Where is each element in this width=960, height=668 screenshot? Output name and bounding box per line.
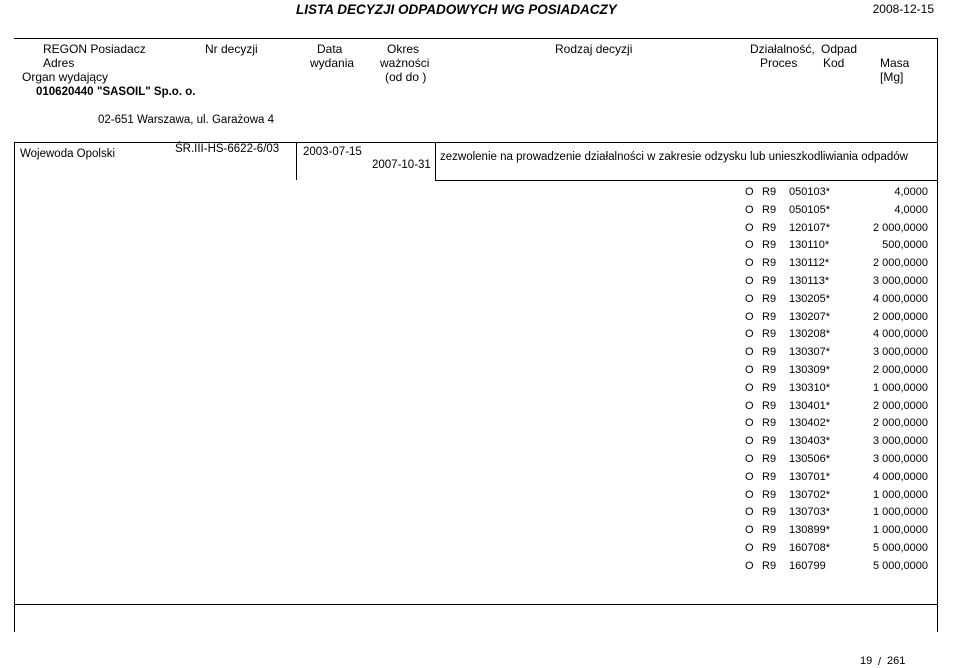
operation-flag: O bbox=[745, 559, 754, 572]
col-kod-header: Kod bbox=[823, 56, 845, 70]
col-data-header: Data bbox=[317, 42, 343, 56]
process-code: R9 bbox=[762, 435, 777, 448]
col-waznosci-header: ważności bbox=[380, 56, 430, 70]
waste-mass: 2 000,0000 bbox=[872, 221, 928, 234]
process-code: R9 bbox=[762, 541, 777, 554]
process-code: R9 bbox=[762, 399, 777, 412]
decision-right-rule bbox=[937, 142, 938, 632]
list-item bbox=[742, 382, 932, 400]
operation-flag: O bbox=[745, 435, 754, 448]
process-code: R9 bbox=[762, 257, 777, 270]
decision-organ: Wojewoda Opolski bbox=[20, 148, 116, 160]
operation-flag: O bbox=[745, 310, 754, 323]
waste-mass: 3 000,0000 bbox=[872, 346, 928, 359]
decision-col-rule-1 bbox=[296, 142, 297, 180]
list-item bbox=[742, 239, 932, 257]
operation-flag: O bbox=[745, 203, 754, 216]
holder-name: "SASOIL" Sp.o. o. bbox=[97, 86, 196, 98]
waste-code: 130310* bbox=[789, 381, 830, 394]
waste-code: 120107* bbox=[789, 221, 830, 234]
waste-mass: 2 000,0000 bbox=[872, 310, 928, 323]
list-item bbox=[742, 524, 932, 542]
waste-code: 130703* bbox=[789, 506, 830, 519]
list-item bbox=[742, 560, 932, 578]
waste-mass: 4 000,0000 bbox=[872, 470, 928, 483]
col-oddo-header: (od do ) bbox=[385, 70, 427, 84]
waste-code: 130403* bbox=[789, 435, 830, 448]
page-total: 261 bbox=[887, 655, 906, 667]
process-code: R9 bbox=[762, 239, 777, 252]
operation-flag: O bbox=[745, 292, 754, 305]
operation-flag: O bbox=[745, 506, 754, 519]
waste-code: 130401* bbox=[789, 399, 830, 412]
page-number: 19 bbox=[860, 655, 873, 667]
process-code: R9 bbox=[762, 274, 777, 287]
list-item bbox=[742, 364, 932, 382]
process-code: R9 bbox=[762, 221, 777, 234]
col-nr-header: Nr decyzji bbox=[205, 42, 258, 56]
decision-valid-until: 2007-10-31 bbox=[372, 159, 431, 171]
col-proces-header: Proces bbox=[760, 56, 798, 70]
waste-code: 130701* bbox=[789, 470, 830, 483]
process-code: R9 bbox=[762, 363, 777, 376]
col-organ-header: Organ wydający bbox=[22, 70, 109, 84]
report-date: 2008-12-15 bbox=[872, 2, 934, 16]
list-item bbox=[742, 471, 932, 489]
waste-mass: 2 000,0000 bbox=[872, 399, 928, 412]
waste-mass: 2 000,0000 bbox=[872, 257, 928, 270]
waste-mass: 5 000,0000 bbox=[872, 559, 928, 572]
waste-code: 130112* bbox=[789, 257, 830, 270]
operation-flag: O bbox=[745, 221, 754, 234]
decision-mid-rule bbox=[435, 180, 938, 181]
list-item bbox=[742, 328, 932, 346]
waste-mass: 1 000,0000 bbox=[872, 488, 928, 501]
waste-code: 130702* bbox=[789, 488, 830, 501]
waste-mass: 4 000,0000 bbox=[872, 328, 928, 341]
list-item bbox=[742, 293, 932, 311]
process-code: R9 bbox=[762, 417, 777, 430]
operation-flag: O bbox=[745, 186, 754, 198]
waste-code: 130113* bbox=[789, 274, 830, 287]
page-title: LISTA DECYZJI ODPADOWYCH WG POSIADACZY bbox=[296, 2, 617, 17]
operation-flag: O bbox=[745, 328, 754, 341]
operation-flag: O bbox=[745, 381, 754, 394]
operation-flag: O bbox=[745, 541, 754, 554]
waste-mass: 3 000,0000 bbox=[872, 274, 928, 287]
process-code: R9 bbox=[762, 328, 777, 341]
decision-issue-date: 2003-07-15 bbox=[303, 146, 362, 158]
process-code: R9 bbox=[762, 310, 777, 323]
waste-code: 130899* bbox=[789, 524, 830, 537]
col-regon-header: REGON Posiadacz bbox=[43, 42, 146, 56]
waste-mass: 2 000,0000 bbox=[872, 417, 928, 430]
waste-mass: 5 000,0000 bbox=[872, 541, 928, 554]
waste-code: 160708* bbox=[789, 541, 830, 554]
operation-flag: O bbox=[745, 346, 754, 359]
waste-code: 130506* bbox=[789, 452, 830, 465]
decision-bottom-rule bbox=[14, 604, 938, 605]
waste-mass: 1 000,0000 bbox=[872, 524, 928, 537]
waste-code: 130309* bbox=[789, 363, 830, 376]
process-code: R9 bbox=[762, 186, 777, 198]
process-code: R9 bbox=[762, 381, 777, 394]
col-dzialalnosc-header: Działalność, bbox=[750, 42, 815, 56]
process-code: R9 bbox=[762, 559, 777, 572]
page-separator: / bbox=[878, 656, 882, 668]
waste-code: 130205* bbox=[789, 292, 830, 305]
col-mg-header: [Mg] bbox=[880, 70, 904, 84]
list-item bbox=[742, 204, 932, 222]
decision-top-rule bbox=[14, 142, 938, 143]
waste-code: 130110* bbox=[789, 239, 830, 252]
process-code: R9 bbox=[762, 506, 777, 519]
operation-flag: O bbox=[745, 417, 754, 430]
list-item bbox=[742, 186, 932, 204]
decision-left-rule bbox=[14, 142, 15, 632]
waste-code: 130307* bbox=[789, 346, 830, 359]
operation-flag: O bbox=[745, 524, 754, 537]
waste-mass: 3 000,0000 bbox=[872, 435, 928, 448]
header-top-rule bbox=[14, 38, 938, 39]
holder-regon: 010620440 bbox=[36, 86, 94, 98]
decision-type: zezwolenie na prowadzenie działalności w zakresie odzysku lub unieszkodliwiania odpadów bbox=[440, 151, 908, 163]
process-code: R9 bbox=[762, 203, 777, 216]
operation-flag: O bbox=[745, 488, 754, 501]
list-item bbox=[742, 435, 932, 453]
list-item bbox=[742, 453, 932, 471]
decision-col-rule-2 bbox=[435, 142, 436, 180]
waste-list bbox=[742, 186, 932, 578]
list-item bbox=[742, 417, 932, 435]
list-item bbox=[742, 489, 932, 507]
waste-mass: 1 000,0000 bbox=[872, 381, 928, 394]
waste-code: 050105* bbox=[789, 203, 830, 216]
list-item bbox=[742, 346, 932, 364]
waste-code: 130208* bbox=[789, 328, 830, 341]
process-code: R9 bbox=[762, 452, 777, 465]
list-item bbox=[742, 400, 932, 418]
decision-number: ŚR.III-HS-6622-6/03 bbox=[175, 143, 280, 155]
list-item bbox=[742, 542, 932, 560]
waste-mass: 4,0000 bbox=[894, 203, 928, 216]
process-code: R9 bbox=[762, 346, 777, 359]
waste-mass: 4 000,0000 bbox=[872, 292, 928, 305]
process-code: R9 bbox=[762, 470, 777, 483]
col-rodzaj-header: Rodzaj decyzji bbox=[555, 42, 633, 56]
waste-code: 050103* bbox=[789, 186, 830, 198]
waste-mass: 3 000,0000 bbox=[872, 452, 928, 465]
col-okres-header: Okres bbox=[387, 42, 420, 56]
list-item bbox=[742, 257, 932, 275]
waste-code: 130207* bbox=[789, 310, 830, 323]
process-code: R9 bbox=[762, 524, 777, 537]
holder-address: 02-651 Warszawa, ul. Garażowa 4 bbox=[98, 114, 274, 126]
list-item bbox=[742, 506, 932, 524]
process-code: R9 bbox=[762, 292, 777, 305]
col-masa-header: Masa bbox=[880, 56, 910, 70]
operation-flag: O bbox=[745, 257, 754, 270]
list-item bbox=[742, 222, 932, 240]
waste-code: 130402* bbox=[789, 417, 830, 430]
col-adres-header: Adres bbox=[43, 56, 75, 70]
waste-mass: 500,0000 bbox=[882, 239, 928, 252]
process-code: R9 bbox=[762, 488, 777, 501]
list-item bbox=[742, 311, 932, 329]
operation-flag: O bbox=[745, 470, 754, 483]
list-item bbox=[742, 275, 932, 293]
operation-flag: O bbox=[745, 399, 754, 412]
waste-mass: 2 000,0000 bbox=[872, 363, 928, 376]
waste-mass: 1 000,0000 bbox=[872, 506, 928, 519]
operation-flag: O bbox=[745, 452, 754, 465]
col-wydania-header: wydania bbox=[310, 56, 355, 70]
operation-flag: O bbox=[745, 239, 754, 252]
waste-mass: 4,0000 bbox=[894, 186, 928, 198]
waste-code: 160799 bbox=[789, 559, 826, 572]
operation-flag: O bbox=[745, 274, 754, 287]
operation-flag: O bbox=[745, 363, 754, 376]
col-odpad-header: Odpad bbox=[821, 42, 858, 56]
header-right-rule bbox=[937, 38, 938, 142]
